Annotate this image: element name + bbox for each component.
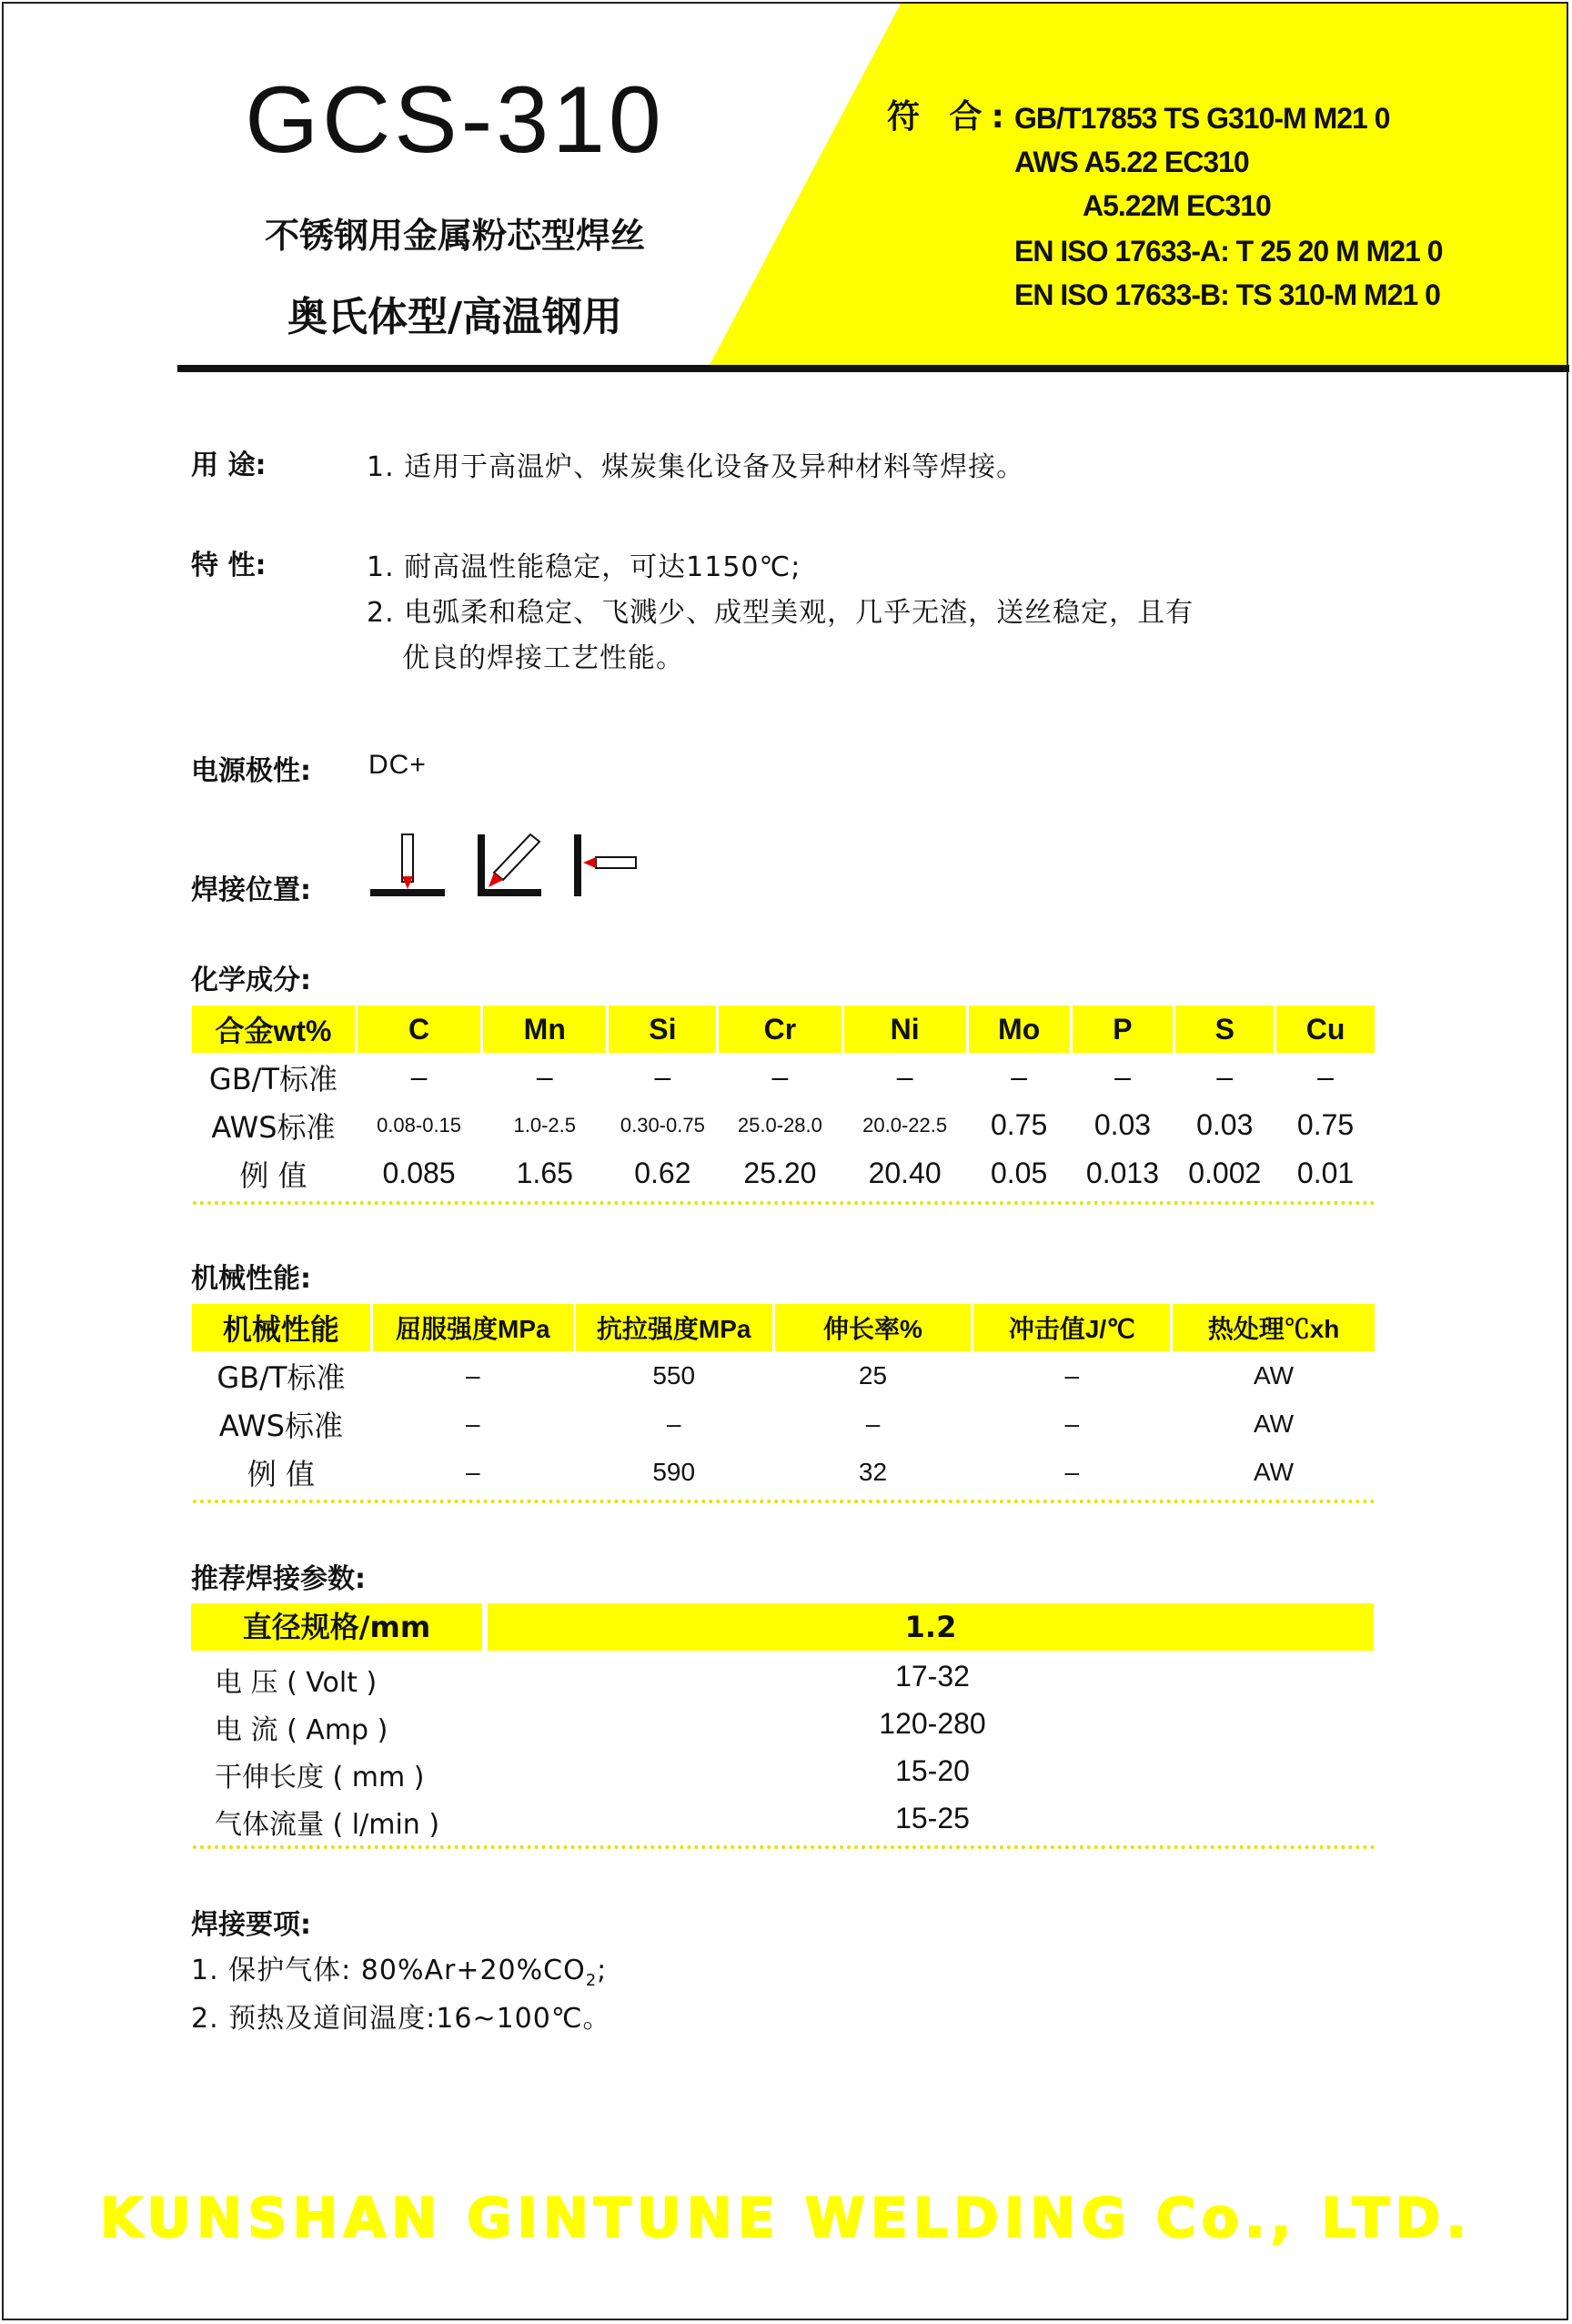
row-label: GB/T标准	[208, 1061, 338, 1096]
features-line: 2. 电弧柔和稳定、飞溅少、成型美观，几乎无渣，送丝稳定，且有	[367, 597, 1194, 629]
table-cell: 0.08-0.15	[377, 1113, 462, 1137]
table-row	[192, 1149, 1375, 1197]
table-cell: 590	[652, 1457, 696, 1486]
table-cell: –	[1064, 1457, 1080, 1486]
usage-label: 用 途:	[191, 450, 267, 481]
params-row-label: 干伸长度 ( mm )	[215, 1762, 425, 1794]
table-cell: –	[1011, 1060, 1028, 1093]
table-cell: 1.65	[516, 1157, 573, 1189]
standard-line: EN ISO 17633-A: T 25 20 M M21 0	[1014, 235, 1443, 268]
table-cell: –	[1114, 1060, 1131, 1093]
positions-label: 焊接位置:	[191, 874, 311, 906]
table-header: Mo	[969, 1005, 1070, 1053]
table-cell: 20.40	[868, 1157, 942, 1189]
table-row	[192, 1053, 1375, 1101]
table-header: Cu	[1276, 1005, 1375, 1053]
table-cell: –	[410, 1060, 428, 1093]
table-cell: –	[1064, 1360, 1080, 1389]
horizontal-position-icon	[574, 834, 636, 896]
table-cell: 25.0-28.0	[737, 1113, 822, 1137]
table-cell: 0.03	[1093, 1108, 1152, 1141]
params-header-label: 直径规格/mm	[191, 1603, 482, 1651]
standard-line: GB/T17853 TS G310-M M21 0	[1014, 102, 1390, 135]
table-header: 屈服强度MPa	[373, 1304, 573, 1351]
notes-line-1: 1. 保护气体: 80%Ar+20%CO	[191, 1955, 586, 1986]
standard-line: AWS A5.22 EC310	[1014, 146, 1249, 178]
params-title: 推荐焊接参数:	[191, 1563, 366, 1595]
features-line: 优良的焊接工艺性能。	[402, 642, 684, 674]
table-cell: 550	[652, 1360, 696, 1389]
table-cell: –	[865, 1409, 881, 1438]
notes-line	[191, 1947, 607, 1990]
table-cell: –	[1317, 1060, 1334, 1093]
table-cell: 32	[858, 1457, 888, 1486]
table-cell: 0.085	[382, 1157, 456, 1189]
table-cell: 0.62	[634, 1157, 691, 1189]
table-cell: 0.75	[1296, 1108, 1355, 1141]
product-subtitle: 不锈钢用金属粉芯型焊丝	[264, 216, 645, 256]
table-header: Mn	[483, 1005, 606, 1053]
params-row-value: 15-25	[895, 1802, 970, 1834]
table-row	[192, 1448, 1375, 1496]
table-row	[192, 1101, 1375, 1149]
standard-line: EN ISO 17633-B: TS 310-M M21 0	[1014, 278, 1440, 311]
table-header: Ni	[844, 1005, 966, 1053]
table-header: 冲击值J/℃	[973, 1304, 1170, 1351]
table-cell: 0.05	[990, 1157, 1048, 1189]
table-cell: –	[771, 1060, 789, 1093]
usage-text: 1. 适用于高温炉、煤炭集化设备及异种材料等焊接。	[367, 451, 1025, 483]
table-cell: 0.30-0.75	[620, 1113, 705, 1137]
table-cell: –	[666, 1409, 681, 1438]
mechanical-table	[189, 1304, 1377, 1496]
table-header: Cr	[719, 1005, 841, 1053]
table-cell: –	[466, 1409, 480, 1438]
table-header: Si	[609, 1005, 716, 1053]
features-line: 1. 耐高温性能稳定，可达1150℃;	[367, 551, 801, 583]
table-cell: 0.01	[1296, 1157, 1355, 1189]
table-header: 伸长率%	[775, 1304, 972, 1351]
company-footer	[0, 2175, 1572, 2257]
table-header: 热处理℃xh	[1173, 1304, 1375, 1351]
header-divider	[177, 365, 1569, 372]
table-cell: 20.0-22.5	[862, 1113, 948, 1137]
table-cell: –	[1216, 1060, 1234, 1093]
params-row-value: 17-32	[895, 1660, 970, 1692]
notes-line-2: 2. 预热及道间温度:16~100℃。	[191, 2003, 611, 2035]
params-row-label: 电 流 ( Amp )	[215, 1714, 388, 1746]
table-header: S	[1175, 1005, 1274, 1053]
notes-title: 焊接要项:	[191, 1909, 311, 1941]
welding-position-icons	[368, 833, 641, 901]
table-cell: 25	[858, 1360, 888, 1389]
polarity-value: DC+	[368, 750, 427, 780]
params-row-value: 15-20	[895, 1754, 970, 1787]
params-row-label: 气体流量 ( l/min )	[215, 1809, 440, 1841]
row-label: 例 值	[239, 1157, 307, 1193]
table-row	[192, 1351, 1375, 1399]
chemistry-title: 化学成分:	[191, 965, 311, 996]
table-cell: 1.0-2.5	[513, 1113, 577, 1137]
table-cell: 25.20	[743, 1157, 817, 1189]
table-header: 抗拉强度MPa	[576, 1304, 772, 1351]
product-title: GCS-310	[245, 67, 665, 173]
mechanical-header-row	[192, 1304, 1375, 1351]
polarity-label: 电源极性:	[191, 755, 311, 787]
table-cell: 0.75	[990, 1108, 1048, 1141]
mechanical-title: 机械性能:	[191, 1263, 311, 1295]
table-cell: –	[466, 1457, 480, 1486]
row-label: GB/T标准	[217, 1359, 346, 1395]
table-header: C	[358, 1005, 480, 1053]
standard-line: A5.22M EC310	[1083, 189, 1271, 222]
table-cell: 0.013	[1085, 1157, 1159, 1189]
table-cell: –	[654, 1060, 671, 1093]
company-name: KUNSHAN GINTUNE WELDING Co., LTD.	[99, 2187, 1473, 2250]
subscript-2: 2	[585, 1971, 598, 1990]
table-cell: –	[1064, 1409, 1080, 1438]
table-cell: –	[466, 1360, 480, 1389]
dotted-separator	[193, 1500, 1376, 1503]
table-header: 合金wt%	[192, 1005, 355, 1053]
params-row-label: 电 压 ( Volt )	[215, 1667, 378, 1699]
table-cell: –	[536, 1060, 553, 1093]
chemistry-header-row	[192, 1005, 1375, 1053]
table-header: 机械性能	[192, 1304, 370, 1351]
table-cell: –	[896, 1060, 913, 1093]
row-label: 例 值	[247, 1456, 316, 1491]
table-cell: AW	[1254, 1409, 1295, 1438]
row-label: AWS标准	[211, 1109, 336, 1145]
standards-label: 符 合:	[887, 98, 1013, 136]
row-label: AWS标准	[218, 1408, 343, 1443]
table-cell: AW	[1254, 1360, 1295, 1389]
params-header-value: 1.2	[488, 1603, 1374, 1651]
table-cell: AW	[1254, 1457, 1295, 1486]
table-header: P	[1073, 1005, 1174, 1053]
horizontal-fillet-icon	[478, 834, 541, 896]
notes-line-1-suffix: ;	[597, 1955, 608, 1986]
features-label: 特 性:	[191, 550, 267, 581]
params-row-value: 120-280	[879, 1707, 986, 1740]
product-category: 奥氏体型/高温钢用	[287, 294, 623, 340]
table-row	[192, 1399, 1375, 1448]
flat-position-icon	[370, 834, 445, 896]
dotted-separator	[193, 1201, 1376, 1205]
table-cell: 0.03	[1196, 1108, 1254, 1141]
dotted-separator	[193, 1845, 1376, 1849]
table-cell: 0.002	[1188, 1157, 1262, 1189]
chemistry-table	[189, 1005, 1377, 1197]
